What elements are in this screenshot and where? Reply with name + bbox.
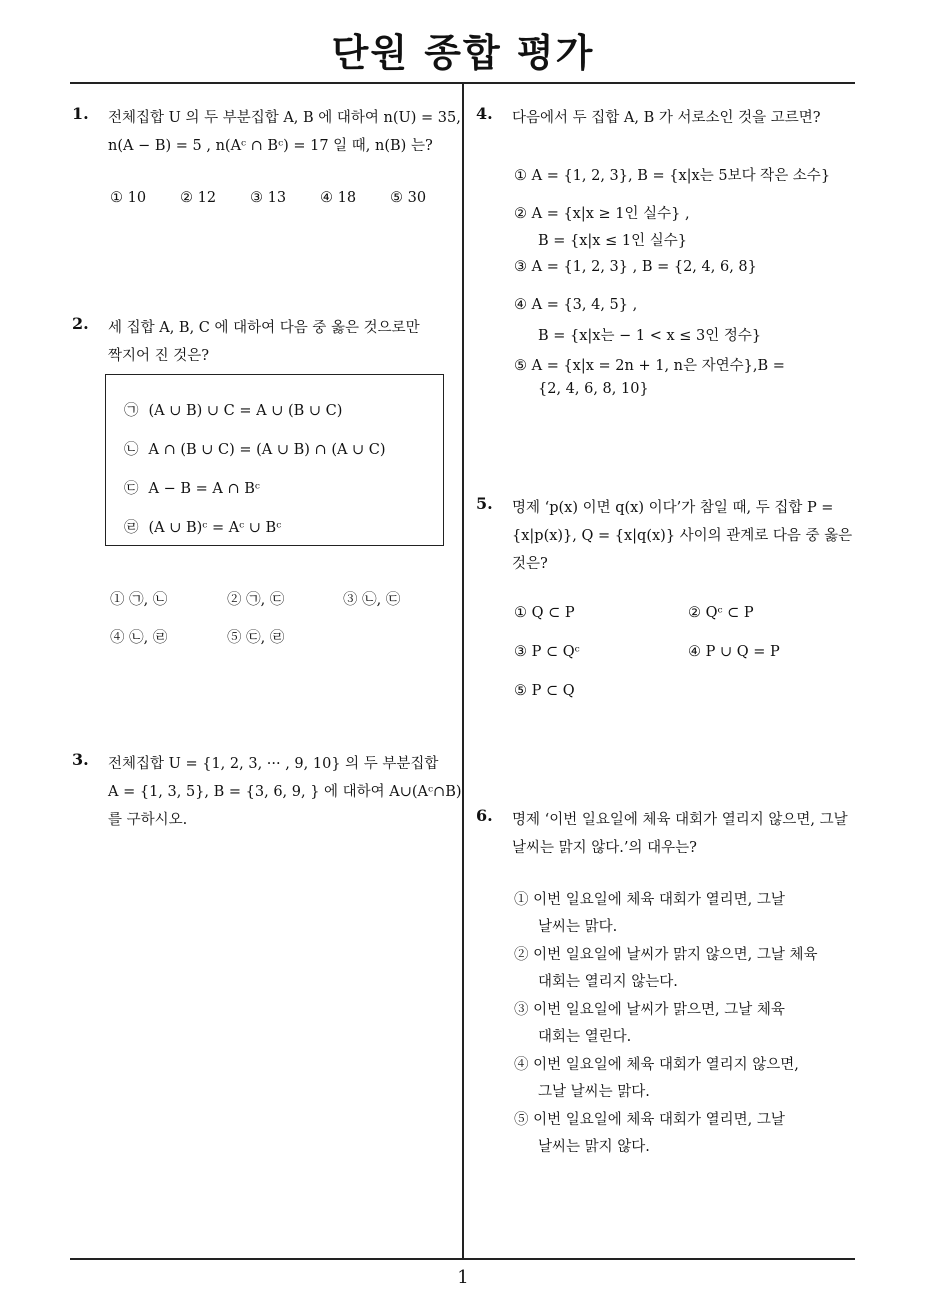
choice-5[interactable]: ⑤ ㉢, ㉣ [227,630,285,646]
choice-2[interactable]: ② A = {x|x ≥ 1인 실수} , [514,206,690,222]
choice-1[interactable]: ① A = {1, 2, 3}, B = {x|x는 5보다 작은 소수} [514,168,831,184]
page-number: 1 [457,1267,469,1288]
choice-4-cont: 그날 날씨는 맑다. [538,1084,650,1100]
question-number: 6. [476,806,493,825]
choice-5[interactable]: ⑤ 이번 일요일에 체육 대회가 열리면, 그날 [514,1112,785,1128]
question-line: 다음에서 두 집합 A, B 가 서로소인 것을 고르면? [512,110,821,126]
choice-3[interactable]: ③ 13 [250,190,287,206]
page-title: 단원 종합 평가 [331,31,595,75]
choice-2[interactable]: ② 12 [180,190,217,206]
question-line: 짝지어 진 것은? [108,348,210,364]
choice-3[interactable]: ③ P ⊂ Qᶜ [514,644,580,660]
question-number: 1. [72,104,89,123]
choice-3[interactable]: ③ ㉡, ㉢ [343,592,401,608]
question-line: 명제 ‘이번 일요일에 체육 대회가 열리지 않으면, 그날 [512,812,848,828]
choice-1-cont: 날씨는 맑다. [538,919,618,935]
choice-4[interactable]: ④ 18 [320,190,357,206]
question-number: 2. [72,314,89,333]
column-divider [462,83,464,1258]
question-number: 5. [476,494,493,513]
question-line: 세 집합 A, B, C 에 대하여 다음 중 옳은 것으로만 [108,320,420,336]
question-line: 명제 ‘p(x) 이면 q(x) 이다’가 참일 때, 두 집합 P = [512,500,834,516]
choice-2-cont: 대회는 열리지 않는다. [538,974,678,990]
question-line: A = {1, 3, 5}, B = {3, 6, 9, } 에 대하여 A∪(Aᶜ∩B) [108,784,462,800]
question-line: 를 구하시오. [108,812,188,828]
choice-4-cont: B = {x|x는 − 1 < x ≤ 3인 정수} [538,328,762,344]
choice-1[interactable]: ① ㉠, ㉡ [110,592,168,608]
question-text [108,104,461,160]
choice-5[interactable]: ⑤ P ⊂ Q [514,683,575,699]
choice-3[interactable]: ③ 이번 일요일에 날씨가 맑으면, 그날 체육 [514,1002,785,1018]
statement-text: (A ∪ B) ∪ C = A ∪ (B ∪ C) [148,403,343,419]
statement-mark: ㉢ [124,481,139,497]
choice-2[interactable]: ② 이번 일요일에 날씨가 맑지 않으면, 그날 체육 [514,947,818,963]
question-line: 날씨는 맑지 않다.’의 대우는? [512,840,697,856]
choice-3[interactable]: ③ A = {1, 2, 3} , B = {2, 4, 6, 8} [514,259,757,275]
question-line: {x|p(x)}, Q = {x|q(x)} 사이의 관계로 다음 중 옳은 [512,528,853,544]
choice-4[interactable]: ④ P ∪ Q = P [688,644,780,660]
statement-text: A − B = A ∩ Bᶜ [148,481,260,497]
statement-item [124,399,342,420]
statement-item [124,438,386,459]
statement-text: (A ∪ B)ᶜ = Aᶜ ∪ Bᶜ [148,520,282,536]
question-number: 3. [72,750,89,769]
question-line: 전체집합 U = {1, 2, 3, ··· , 9, 10} 의 두 부분집합 [108,756,439,772]
statement-item [124,516,281,537]
question-line: 것은? [512,556,548,572]
choice-5-cont: 날씨는 맑지 않다. [538,1139,650,1155]
question-line: n(A − B) = 5 , n(Aᶜ ∩ Bᶜ) = 17 일 때, n(B) 는? [108,138,433,154]
question-text [512,104,821,132]
choice-3-cont: 대회는 열린다. [538,1029,632,1045]
question-text [108,750,462,834]
choice-4[interactable]: ④ ㉡, ㉣ [110,630,168,646]
statement-text: A ∩ (B ∪ C) = (A ∪ B) ∩ (A ∪ C) [148,442,386,458]
question-number: 4. [476,104,493,123]
choice-5[interactable]: ⑤ A = {x|x = 2n + 1, n은 자연수},B = [514,358,785,374]
choice-5-cont: {2, 4, 6, 8, 10} [538,381,649,397]
choice-1[interactable]: ① 10 [110,190,147,206]
question-text [108,314,420,370]
question-line: 전체집합 U 의 두 부분집합 A, B 에 대하여 n(U) = 35, [108,110,461,126]
choice-2[interactable]: ② Qᶜ ⊂ P [688,605,754,621]
question-text [512,494,852,578]
footer-rule [70,1258,855,1260]
choice-1[interactable]: ① 이번 일요일에 체육 대회가 열리면, 그날 [514,892,785,908]
choice-5[interactable]: ⑤ 30 [390,190,427,206]
choice-1[interactable]: ① Q ⊂ P [514,605,575,621]
choice-2-cont: B = {x|x ≤ 1인 실수} [538,233,687,249]
statement-item [124,477,260,498]
statement-mark: ㉠ [124,403,139,419]
choice-4[interactable]: ④ 이번 일요일에 체육 대회가 열리지 않으면, [514,1057,799,1073]
choice-4[interactable]: ④ A = {3, 4, 5} , [514,297,638,313]
statement-mark: ㉣ [124,520,139,536]
question-text [512,806,848,862]
statement-mark: ㉡ [124,442,139,458]
statement-box [105,374,444,546]
choice-2[interactable]: ② ㉠, ㉢ [227,592,285,608]
